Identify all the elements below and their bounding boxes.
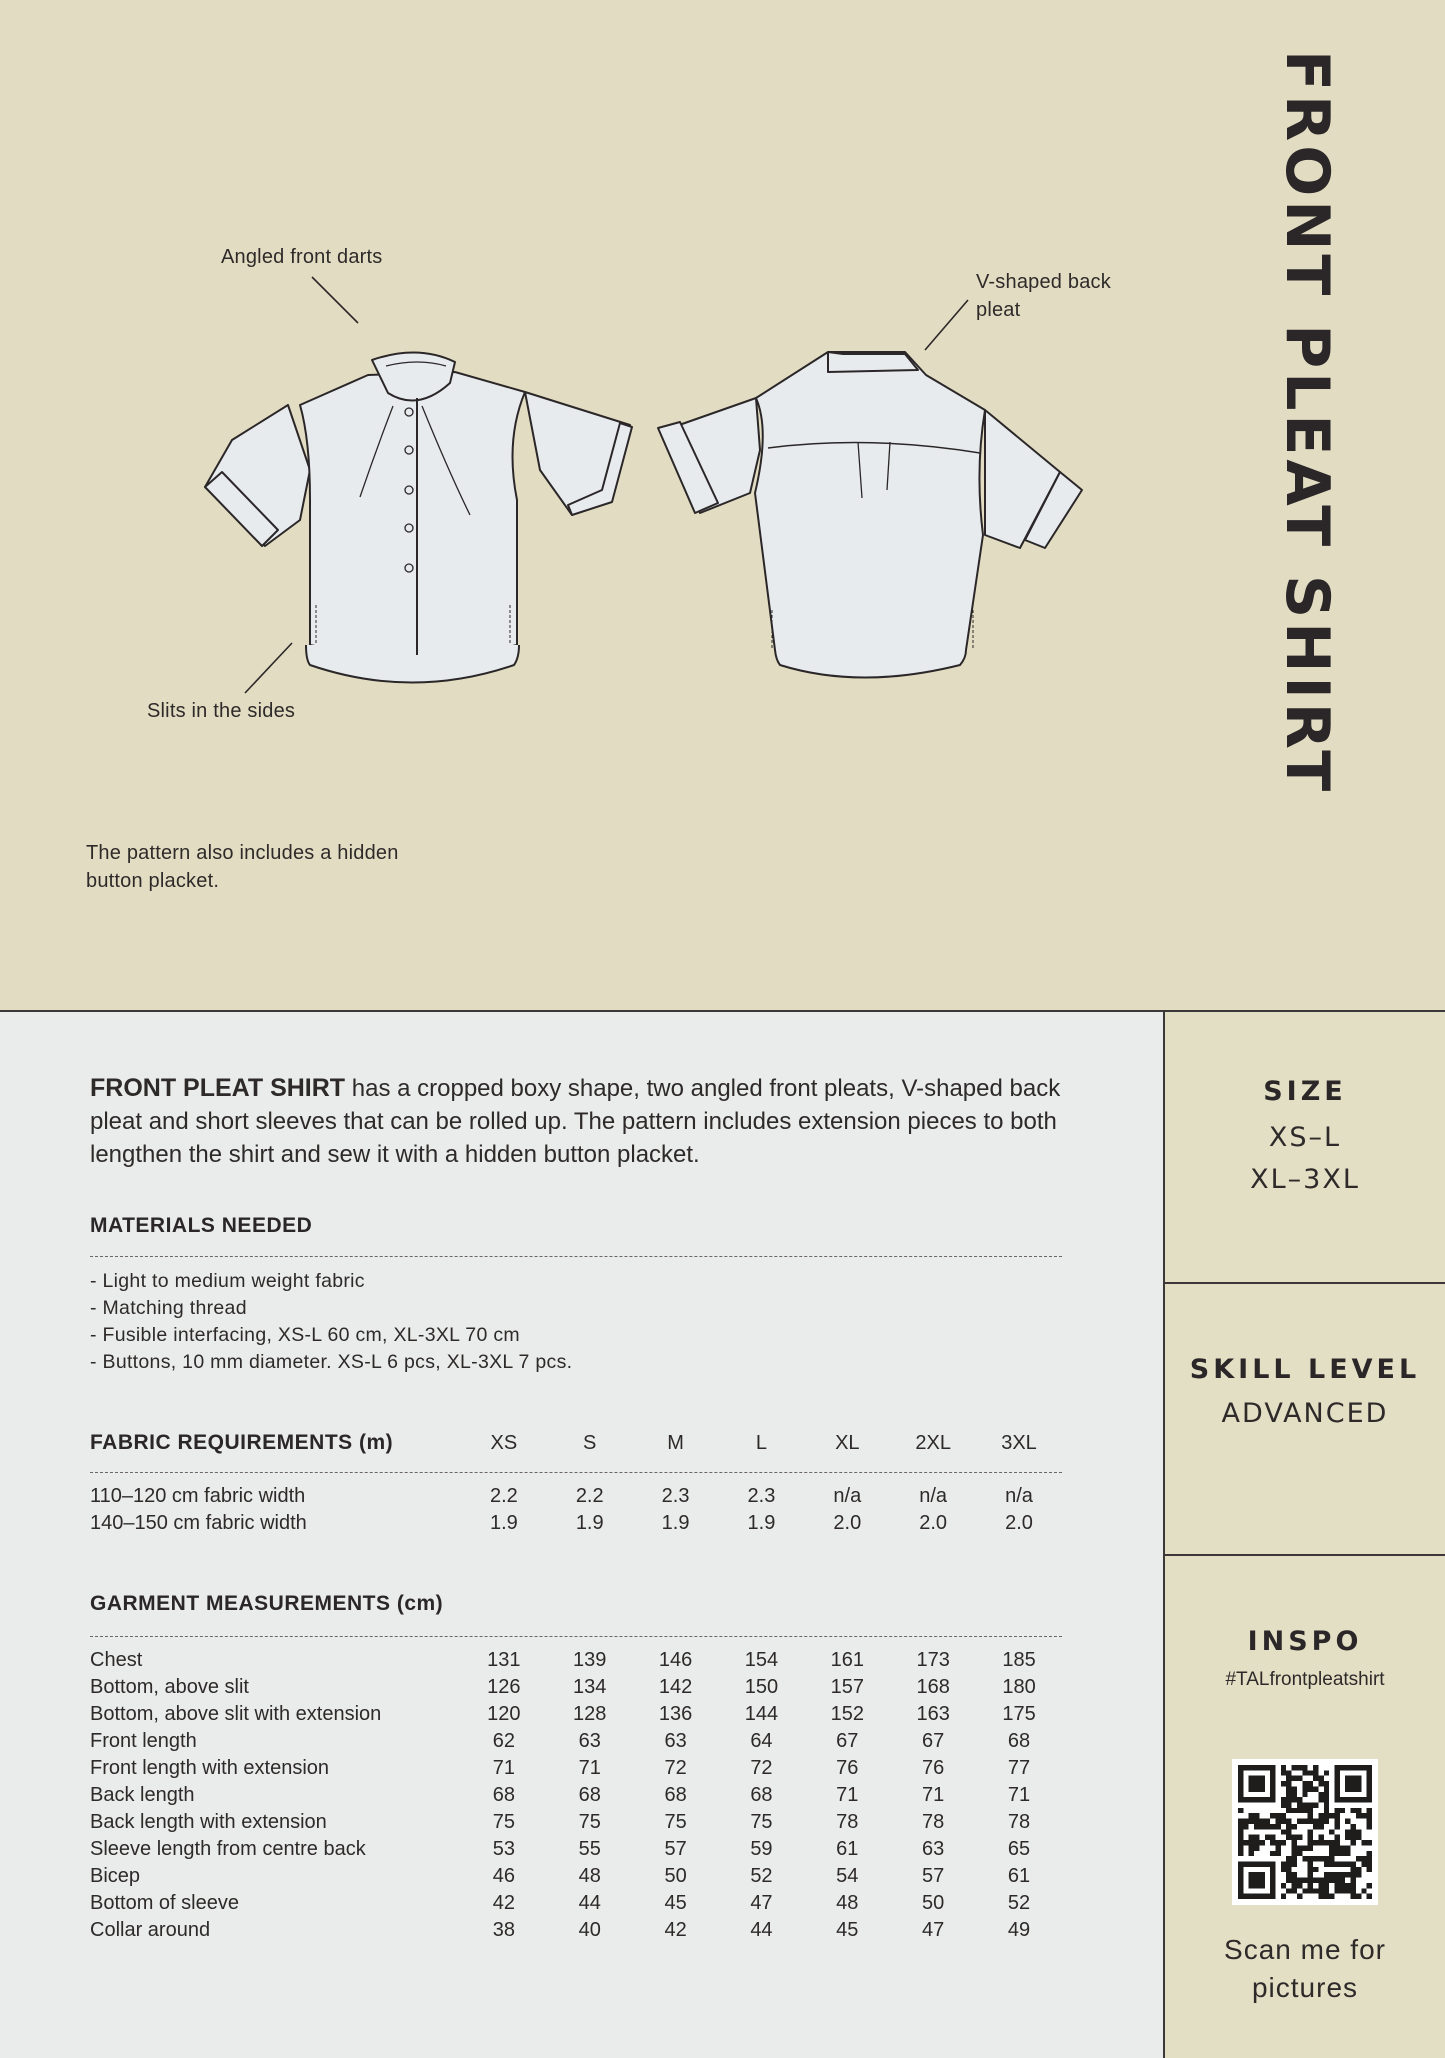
table-row <box>90 1809 1062 1836</box>
cell: 77 <box>1007 1757 1031 1779</box>
material-item: - Fusible interfacing, XS-L 60 cm, XL-3XL 70 cm <box>90 1324 520 1346</box>
inspo-box <box>1165 1556 1445 2058</box>
row-label: 110–120 cm fabric width <box>90 1485 306 1507</box>
cell: 120 <box>487 1703 521 1725</box>
garment-measurements-title: GARMENT MEASUREMENTS (cm) <box>90 1592 444 1615</box>
row-label: Front length <box>90 1730 197 1752</box>
table-row <box>90 1836 1062 1863</box>
cell: 71 <box>492 1757 515 1779</box>
fabric-requirements-table <box>90 1428 1062 1458</box>
cell: 68 <box>492 1784 515 1806</box>
row-label: Back length <box>90 1784 195 1806</box>
cell: 63 <box>578 1730 601 1752</box>
row-label: Bottom, above slit with extension <box>90 1703 382 1725</box>
cell: 40 <box>578 1919 601 1941</box>
cell: 64 <box>750 1730 773 1752</box>
size-header: 2XL <box>915 1431 951 1454</box>
skill-level-value: ADVANCED <box>1221 1398 1389 1429</box>
cell: 42 <box>492 1892 515 1914</box>
size-range: XS–L <box>1268 1122 1342 1153</box>
row-label: Bottom of sleeve <box>90 1892 239 1914</box>
table-row <box>90 1647 1062 1674</box>
table-header-row <box>90 1428 1062 1458</box>
callout-back-pleat-line1: V-shaped back <box>976 271 1111 293</box>
cell: 57 <box>664 1838 687 1860</box>
row-label: Sleeve length from centre back <box>90 1838 366 1860</box>
cell: 71 <box>922 1784 945 1806</box>
cell: 61 <box>836 1838 859 1860</box>
cell: 146 <box>658 1649 693 1671</box>
cell: 48 <box>578 1865 601 1887</box>
cell: 55 <box>578 1838 601 1860</box>
front-view <box>205 352 632 682</box>
cell: 168 <box>916 1676 950 1698</box>
cell: 68 <box>578 1784 601 1806</box>
cell: 78 <box>836 1811 859 1833</box>
scan-line: pictures <box>1251 1972 1359 2003</box>
cell: 2.2 <box>489 1485 518 1507</box>
cell: 1.9 <box>575 1512 604 1534</box>
cell: 78 <box>922 1811 945 1833</box>
size-title: SIZE <box>1263 1076 1347 1107</box>
size-header: S <box>583 1431 597 1454</box>
row-label: 140–150 cm fabric width <box>90 1512 307 1534</box>
row-label: Collar around <box>90 1919 211 1941</box>
cell: 71 <box>836 1784 859 1806</box>
size-box <box>1165 1012 1445 1284</box>
material-item: - Matching thread <box>90 1297 247 1319</box>
size-range: XL–3XL <box>1250 1164 1360 1195</box>
fabric-requirements-title: FABRIC REQUIREMENTS (m) <box>90 1431 394 1454</box>
table-row <box>90 1917 1062 1944</box>
table-row <box>90 1863 1062 1890</box>
row-label: Back length with extension <box>90 1811 327 1833</box>
cell: 2.0 <box>1005 1512 1033 1534</box>
cell: 62 <box>492 1730 515 1752</box>
material-item: - Buttons, 10 mm diameter. XS-L 6 pcs, XL-3XL 7 pcs. <box>90 1351 573 1373</box>
cell: 131 <box>487 1649 521 1671</box>
cell: 47 <box>922 1919 945 1941</box>
cell: 42 <box>664 1919 687 1941</box>
hashtag: #TALfrontpleatshirt <box>1225 1669 1385 1690</box>
size-header: M <box>667 1431 684 1454</box>
intro-text: has a cropped boxy shape, two angled front pleats, V-shaped back pleat and short sleeves that can be rolled up. The pattern includes extension pieces to both lengthen the shirt and sew it with a hidden button placket. <box>90 1075 1061 1168</box>
table-row <box>90 1510 1062 1537</box>
table-row <box>90 1782 1062 1809</box>
cell: 134 <box>573 1676 607 1698</box>
callout-slits: Slits in the sides <box>147 700 296 722</box>
cell: 154 <box>744 1649 779 1671</box>
cell: 142 <box>658 1676 693 1698</box>
divider <box>90 1256 1062 1257</box>
divider <box>90 1472 1062 1473</box>
table-row <box>90 1483 1062 1510</box>
cell: 144 <box>744 1703 779 1725</box>
cell: 67 <box>836 1730 859 1752</box>
divider <box>90 1636 1062 1637</box>
table-row <box>90 1755 1062 1782</box>
material-item: - Light to medium weight fabric <box>90 1270 365 1292</box>
cell: 45 <box>836 1919 859 1941</box>
skill-level-box <box>1165 1284 1445 1556</box>
cell: n/a <box>833 1485 862 1507</box>
intro-paragraph <box>90 1072 1080 1171</box>
cell: 161 <box>830 1649 864 1671</box>
cell: 68 <box>1007 1730 1031 1752</box>
size-header: 3XL <box>1001 1431 1037 1454</box>
table-row <box>90 1890 1062 1917</box>
cell: 52 <box>1007 1892 1031 1914</box>
shirt-technical-drawing <box>0 0 1160 1000</box>
cell: 63 <box>664 1730 687 1752</box>
info-sidebar <box>1163 1010 1445 2058</box>
intro-product-name: FRONT PLEAT SHIRT <box>90 1074 346 1102</box>
cell: 136 <box>658 1703 693 1725</box>
cell: 139 <box>573 1649 607 1671</box>
inspo-title: INSPO <box>1247 1626 1363 1657</box>
cell: 59 <box>750 1838 773 1860</box>
cell: 46 <box>492 1865 515 1887</box>
fabric-requirements-rows <box>90 1483 1062 1537</box>
table-row <box>90 1674 1062 1701</box>
row-label: Chest <box>90 1649 143 1671</box>
cell: 71 <box>1007 1784 1031 1806</box>
cell: 75 <box>492 1811 515 1833</box>
cell: 173 <box>916 1649 950 1671</box>
qr-code-icon[interactable] <box>1232 1759 1378 1905</box>
cell: 2.0 <box>833 1512 862 1534</box>
note-line2: button placket. <box>86 870 220 892</box>
cell: 1.9 <box>661 1512 690 1534</box>
cell: 163 <box>916 1703 950 1725</box>
cell: 2.0 <box>919 1512 948 1534</box>
cell: 68 <box>750 1784 773 1806</box>
cell: 67 <box>922 1730 945 1752</box>
cell: 44 <box>578 1892 601 1914</box>
table-row <box>90 1701 1062 1728</box>
skill-level-title: SKILL LEVEL <box>1189 1354 1421 1385</box>
cell: 76 <box>836 1757 859 1779</box>
garment-measurements-table <box>90 1647 1062 1944</box>
callout-back-pleat-line2: pleat <box>976 299 1021 321</box>
cell: 75 <box>664 1811 687 1833</box>
cell: 63 <box>922 1838 945 1860</box>
cell: 65 <box>1007 1838 1031 1860</box>
cell: 57 <box>922 1865 945 1887</box>
cell: 2.3 <box>747 1485 776 1507</box>
cell: 78 <box>1007 1811 1031 1833</box>
cell: 76 <box>922 1757 945 1779</box>
cell: 152 <box>830 1703 864 1725</box>
cell: 180 <box>1002 1676 1036 1698</box>
size-header: XS <box>490 1431 518 1454</box>
cell: 50 <box>664 1865 687 1887</box>
cell: 49 <box>1007 1919 1031 1941</box>
cell: 185 <box>1002 1649 1036 1671</box>
cell: 128 <box>573 1703 607 1725</box>
materials-title: MATERIALS NEEDED <box>90 1214 313 1237</box>
cell: 50 <box>922 1892 945 1914</box>
cell: 2.2 <box>575 1485 604 1507</box>
row-label: Front length with extension <box>90 1757 330 1779</box>
back-view <box>658 352 1082 678</box>
cell: 1.9 <box>489 1512 518 1534</box>
scan-line: Scan me for <box>1224 1934 1386 1965</box>
cell: 53 <box>492 1838 515 1860</box>
cell: n/a <box>919 1485 948 1507</box>
cell: 2.3 <box>661 1485 690 1507</box>
cell: 48 <box>836 1892 859 1914</box>
cell: 126 <box>487 1676 521 1698</box>
cell: 45 <box>664 1892 687 1914</box>
row-label: Bicep <box>90 1865 141 1887</box>
cell: 157 <box>830 1676 864 1698</box>
cell: 75 <box>578 1811 601 1833</box>
cell: 1.9 <box>747 1512 776 1534</box>
cell: 61 <box>1007 1865 1031 1887</box>
cell: n/a <box>1005 1485 1033 1507</box>
cell: 75 <box>750 1811 773 1833</box>
cell: 175 <box>1002 1703 1036 1725</box>
scan-caption <box>1165 1931 1445 2007</box>
cell: 68 <box>664 1784 687 1806</box>
cell: 72 <box>664 1757 687 1779</box>
pattern-title: FRONT PLEAT SHIRT <box>1272 50 1342 796</box>
cell: 44 <box>750 1919 773 1941</box>
cell: 150 <box>744 1676 779 1698</box>
cell: 38 <box>492 1919 515 1941</box>
materials-list <box>90 1268 572 1376</box>
cell: 47 <box>750 1892 773 1914</box>
callout-angled-front-darts: Angled front darts <box>221 246 383 268</box>
cell: 72 <box>750 1757 773 1779</box>
size-header: L <box>755 1431 767 1454</box>
row-label: Bottom, above slit <box>90 1676 249 1698</box>
size-header: XL <box>835 1431 860 1454</box>
cell: 52 <box>750 1865 773 1887</box>
note-line1: The pattern also includes a hidden <box>86 842 399 864</box>
cell: 54 <box>836 1865 859 1887</box>
cell: 71 <box>578 1757 601 1779</box>
table-row <box>90 1728 1062 1755</box>
